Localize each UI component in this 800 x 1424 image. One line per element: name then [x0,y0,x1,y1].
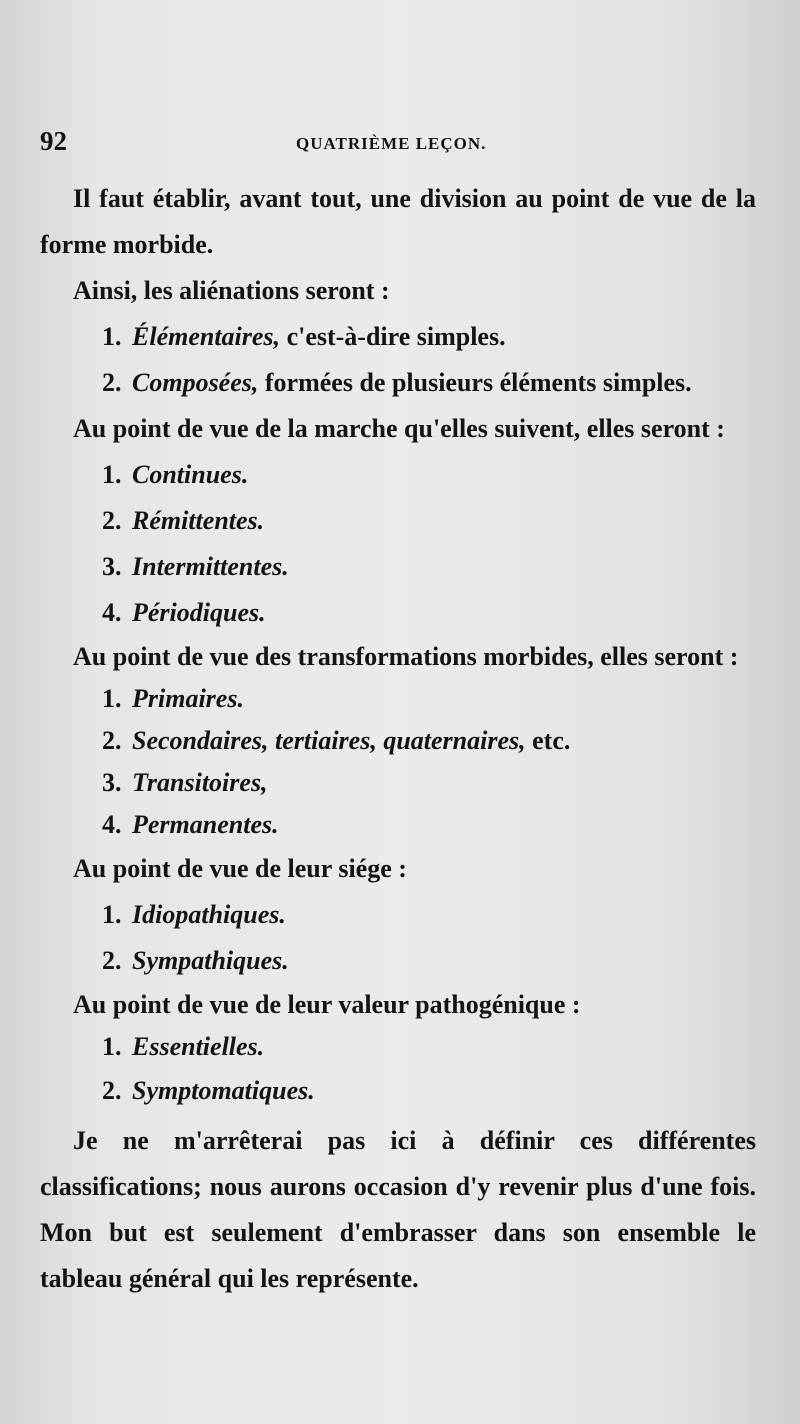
page-body [40,176,756,1302]
list-item: 1. Primaires. [102,684,244,713]
list-item: 4. Permanentes. [102,810,279,839]
list-item: 1. Continues. [102,460,249,489]
paragraph-alienations: Ainsi, les aliénations seront : [73,276,390,305]
paragraph-forme-intro: Il faut établir, avant tout, une division au point de vue de la forme morbide. [40,184,756,259]
paragraph-siege: Au point de vue de leur siége : [73,854,407,883]
list-item: 2. Secondaires, tertiaires, quaternaires, etc. [102,726,571,755]
list-item: 1. Essentielles. [102,1032,265,1061]
paragraph-marche: Au point de vue de la marche qu'elles suivent, elles seront : [73,414,725,443]
page-number: 92 [40,126,67,156]
page-header [40,126,760,162]
paragraph-transformations: Au point de vue des transformations morbides, elles seront : [73,642,739,671]
list-item: 2. Sympathiques. [102,946,289,975]
list-item: 1. Idiopathiques. [102,900,286,929]
list-item: 3. Transitoires, [102,768,268,797]
list-item: 1. Élémentaires, c'est-à-dire simples. [102,322,506,351]
list-item: 2. Rémittentes. [102,506,265,535]
list-item: 2. Symptomatiques. [102,1076,315,1105]
list-item: 3. Intermittentes. [102,552,289,581]
list-item: 2. Composées, formées de plusieurs éléments simples. [102,368,692,397]
list-item: 4. Périodiques. [102,598,266,627]
running-head: QUATRIÈME LEÇON. [296,134,487,153]
paragraph-conclusion: Je ne m'arrêterai pas ici à définir ces différentes classifications; nous aurons occasion d'y revenir plus d'une fois. Mon but est seulement d'embrasser dans son ensemble le tableau général qui les représente. [40,1126,756,1293]
paragraph-valeur: Au point de vue de leur valeur pathogénique : [73,990,581,1019]
